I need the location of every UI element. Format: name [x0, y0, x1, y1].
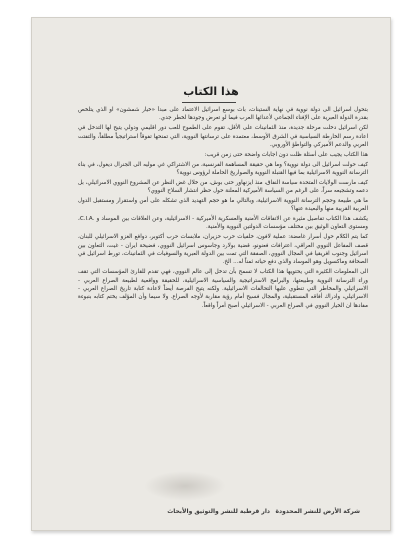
blurb-paragraph-9: الى المعلومات الكثيرة التي يحتويها هذا الكتاب لا تسمح بأن تدخل إلى عالم النووي، فهي تقدم للقارئ المؤسسات التي تقف وراء الترسانة النووية وطبيعتها، والبرامج الاستراتيجية والسياسية الاسرائيلية، للحقيقة وواقعية لطبيعة الصراع العربي - الاسرائيلي والمخاطر التي تنطوي عليها التحالفات الاسرائيلية. ولكنه يتيح الفرصة أيضاً لاعادة كتابة تاريخ الصراع العربي - الاسرائيلي، وادراك أفاقه المستقبلية، والمجال فسيح أمام رؤية مقاربة لأوجه الصراع. ولا سيما وأن المؤلف يختم كتابه بنبوءة مفادها ان الخيار النووي في الصراع العربي - الاسرائيلي أصبح أمراً واقعاً. — [78, 269, 368, 309]
title-underline — [182, 102, 236, 103]
publisher-footer — [32, 508, 390, 520]
blurb-paragraph-4: كيف حولت اسرائيل الى دولة نووية؟ وما هي حقيقة المساهمة الفرنسية، من الاشتراكي غي موليه الى الجنرال ديغول، في بناء الترسانة النووية الاسرائيلية بما فيها القنبلة النووية والصواريخ الحاملة لرؤوس نووية؟ — [78, 161, 368, 176]
blurb-paragraph-1: بتحول اسرائيل الى دولة نووية في نهاية الستينات، بات بوسع اسرائيل الاعتماد على مبدأ «خيار شمشون» او الذي يتلخص بقدرة الدولة العبرية على الإفناء الجماعي لأعدائها العرب فيما لو تعرض وجودها لخطر جدي. — [78, 107, 368, 122]
blurb-paragraph-8: كما يتم الكلام حول أسرار غامضة: عملية لافون، خلفيات حرب حزيران، ملابسات حرب أكتوبر، دوافع الغزو الاسرائيلي للبنان، قصف المفاعل النووي العراقي، اعترافات فعنونو، قضية بولارد وجاسوس اسرائيل النووي، فضيحة ايران - غيت، التعاون بين اسرائيل وجنوب افريقيا في المجال النووي، الصفقة التي تمت بين الدولة العبرية والسوفيات في الثمانينات، تورط اسرائيل في الصحافة وماكسويل وهو الموساد والذي دفع حياته ثمناً له... الخ. — [78, 234, 368, 266]
blurb-paragraph-2: لكن اسرائيل دخلت مرحلة جديدة، منذ الثمانينات على الأقل، تقوم على الطموح للعب دور اقليمي ودولي يتيح لها التدخل في اعادة رسم الخارطة السياسية في الشرق الأوسط، معتمدة على ترسانتها النووية، التي تمنحها تفوقاً استراتيجياً مطلقاً، والتفتت العربي والدعم الأميركي والتواطؤ الأوروبي. — [78, 125, 368, 148]
publisher-right: دار قرطبة للنشر والتوثيق والأبحاث — [167, 508, 270, 515]
book-back-cover — [31, 17, 391, 531]
blurb-paragraph-7: يكشف هذا الكتاب تفاصيل مثيرة عن الاتفاقات الأمنية والعسكرية الأميركية - الاسرائيلية، وعن العلاقات بين الموساد و .C.I.A، ومستوى التعاون الوثيق بين مختلف مؤسسات الدولتين النووية والأمنية. — [78, 216, 368, 231]
blurb-paragraph-5: كيف مارست الولايات المتحدة سياسة النفاق، منذ ايزنهاور حتى بوش، من خلال غض النظر عن المشروع النووي الاسرائيلي، بل دعمه وتشجيعه سراً، على الرغم من السياسة الأميركية المعلنة حول حظر انتشار السلاح النووي؟ — [78, 179, 368, 195]
blurb-text — [78, 106, 368, 458]
book-title: هذا الكتاب — [183, 85, 239, 98]
cover-smudge — [144, 471, 226, 501]
blurb-paragraph-3: هذا الكتاب يجيب على أسئلة ظلت دون اجابات واضحة حتى زمن قريب: — [204, 151, 368, 158]
publisher-left: شركة الأرض للنشر المحدودة — [275, 508, 360, 515]
blurb-paragraph-6: ما هي طبيعة وحجم الترسانة النووية الاسرائيلية، وبالتالي ما هو حجم التهديد الذي تشكله على أمن واستقرار ومستقبل الدول العربية القريبة منها والبعيدة عنها؟ — [78, 197, 368, 213]
